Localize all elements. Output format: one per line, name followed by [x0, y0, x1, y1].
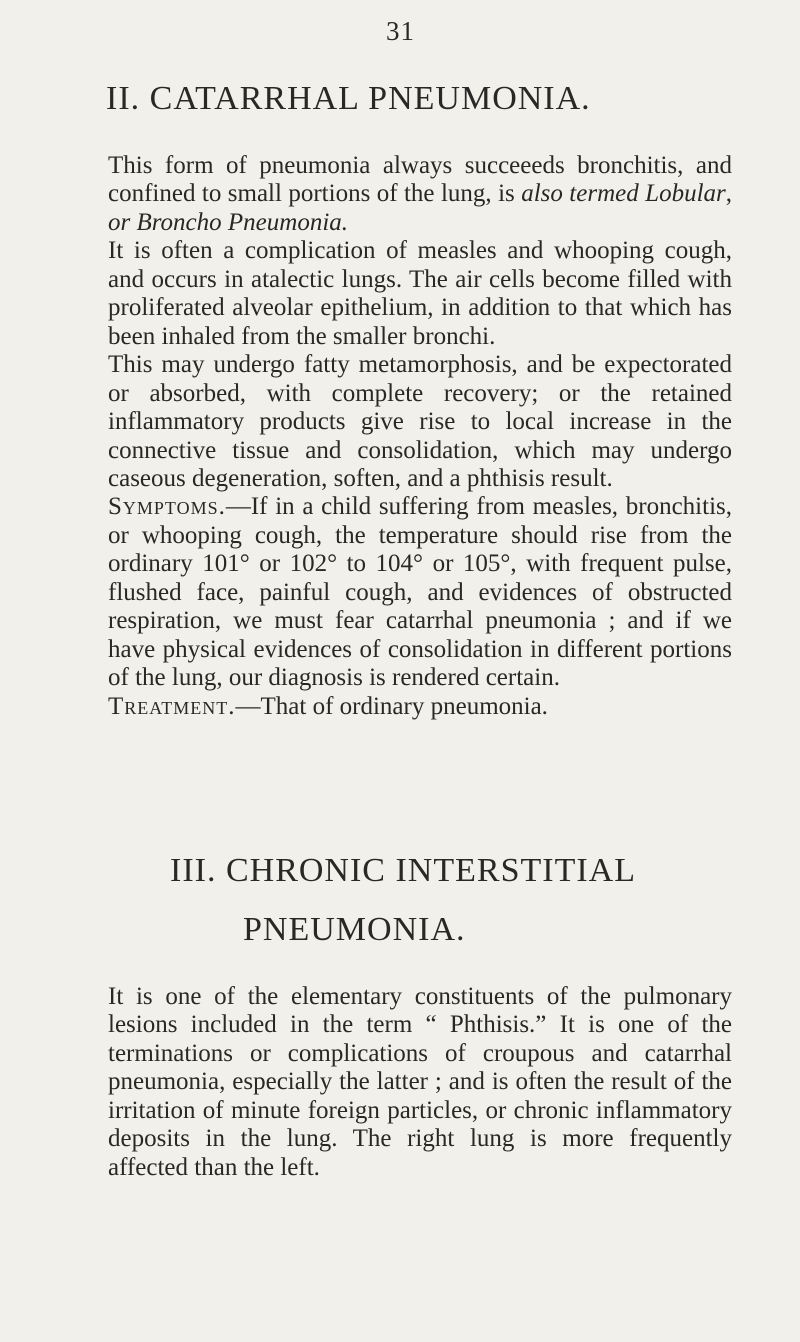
complication-paragraph: It is often a complication of measles and whooping cough, and occurs in atalectic lungs. The air cells become filled with proliferated alveolar epithelium, in addition to that which has been inhaled from the smaller bronchi. — [108, 237, 732, 350]
treatment-label: Treatment. — [108, 692, 236, 720]
phthisis-paragraph: It is one of the elementary constituents of the pulmonary lesions included in the term “ Phthisis.” It is one of the terminations or complications of croupous and catarrhal pneumonia, especially the latter ; and is often the result of the irritation of minute foreign particles, or chronic inflammatory deposits in the lung. The right lung is more frequently affected than the left. — [108, 983, 732, 1181]
section-heading-pneumonia: PNEUMONIA. — [243, 911, 466, 948]
catarrhal-pneumonia-body — [108, 152, 732, 721]
intro-italic-term-2: or Broncho Pneumonia. — [108, 208, 349, 236]
treatment-text: —That of ordinary pneumonia. — [235, 692, 548, 720]
metamorphosis-paragraph: This may undergo fatty metamorphosis, and be expectorated or absorbed, with complete recovery; or the retained inflammatory products give rise to local increase in the connective tissue and consolidation, which may undergo caseous degeneration, soften, and a phthisis result. — [108, 351, 732, 492]
symptoms-paragraph — [108, 493, 732, 692]
intro-text: This form of pneumonia always succeeeds bronchitis, and confined to small portions of the lung, is — [108, 152, 732, 208]
section-heading-chronic-interstitial: III. CHRONIC INTERSTITIAL — [170, 852, 636, 889]
treatment-paragraph — [108, 693, 732, 721]
intro-separator: , — [725, 180, 732, 208]
page-number: 31 — [386, 16, 415, 46]
intro-italic-term-1: also termed Lobular — [521, 180, 726, 208]
section-heading-catarrhal-pneumonia: II. CATARRHAL PNEUMONIA. — [106, 80, 591, 117]
chronic-interstitial-body — [108, 983, 732, 1182]
intro-paragraph — [108, 152, 732, 237]
symptoms-label: Symptoms. — [108, 493, 226, 521]
symptoms-text: —If in a child suffering from measles, bronchitis, or whooping cough, the temperature should rise from the ordinary 101° or 102° to 104° or 105°, with frequent pulse, flushed face, painful cough, and evidences of obstructed respiration, we must fear catarrhal pneumonia ; and if we have physical evidences of consolidation in different portions of the lung, our diagnosis is rendered certain. — [108, 493, 732, 692]
